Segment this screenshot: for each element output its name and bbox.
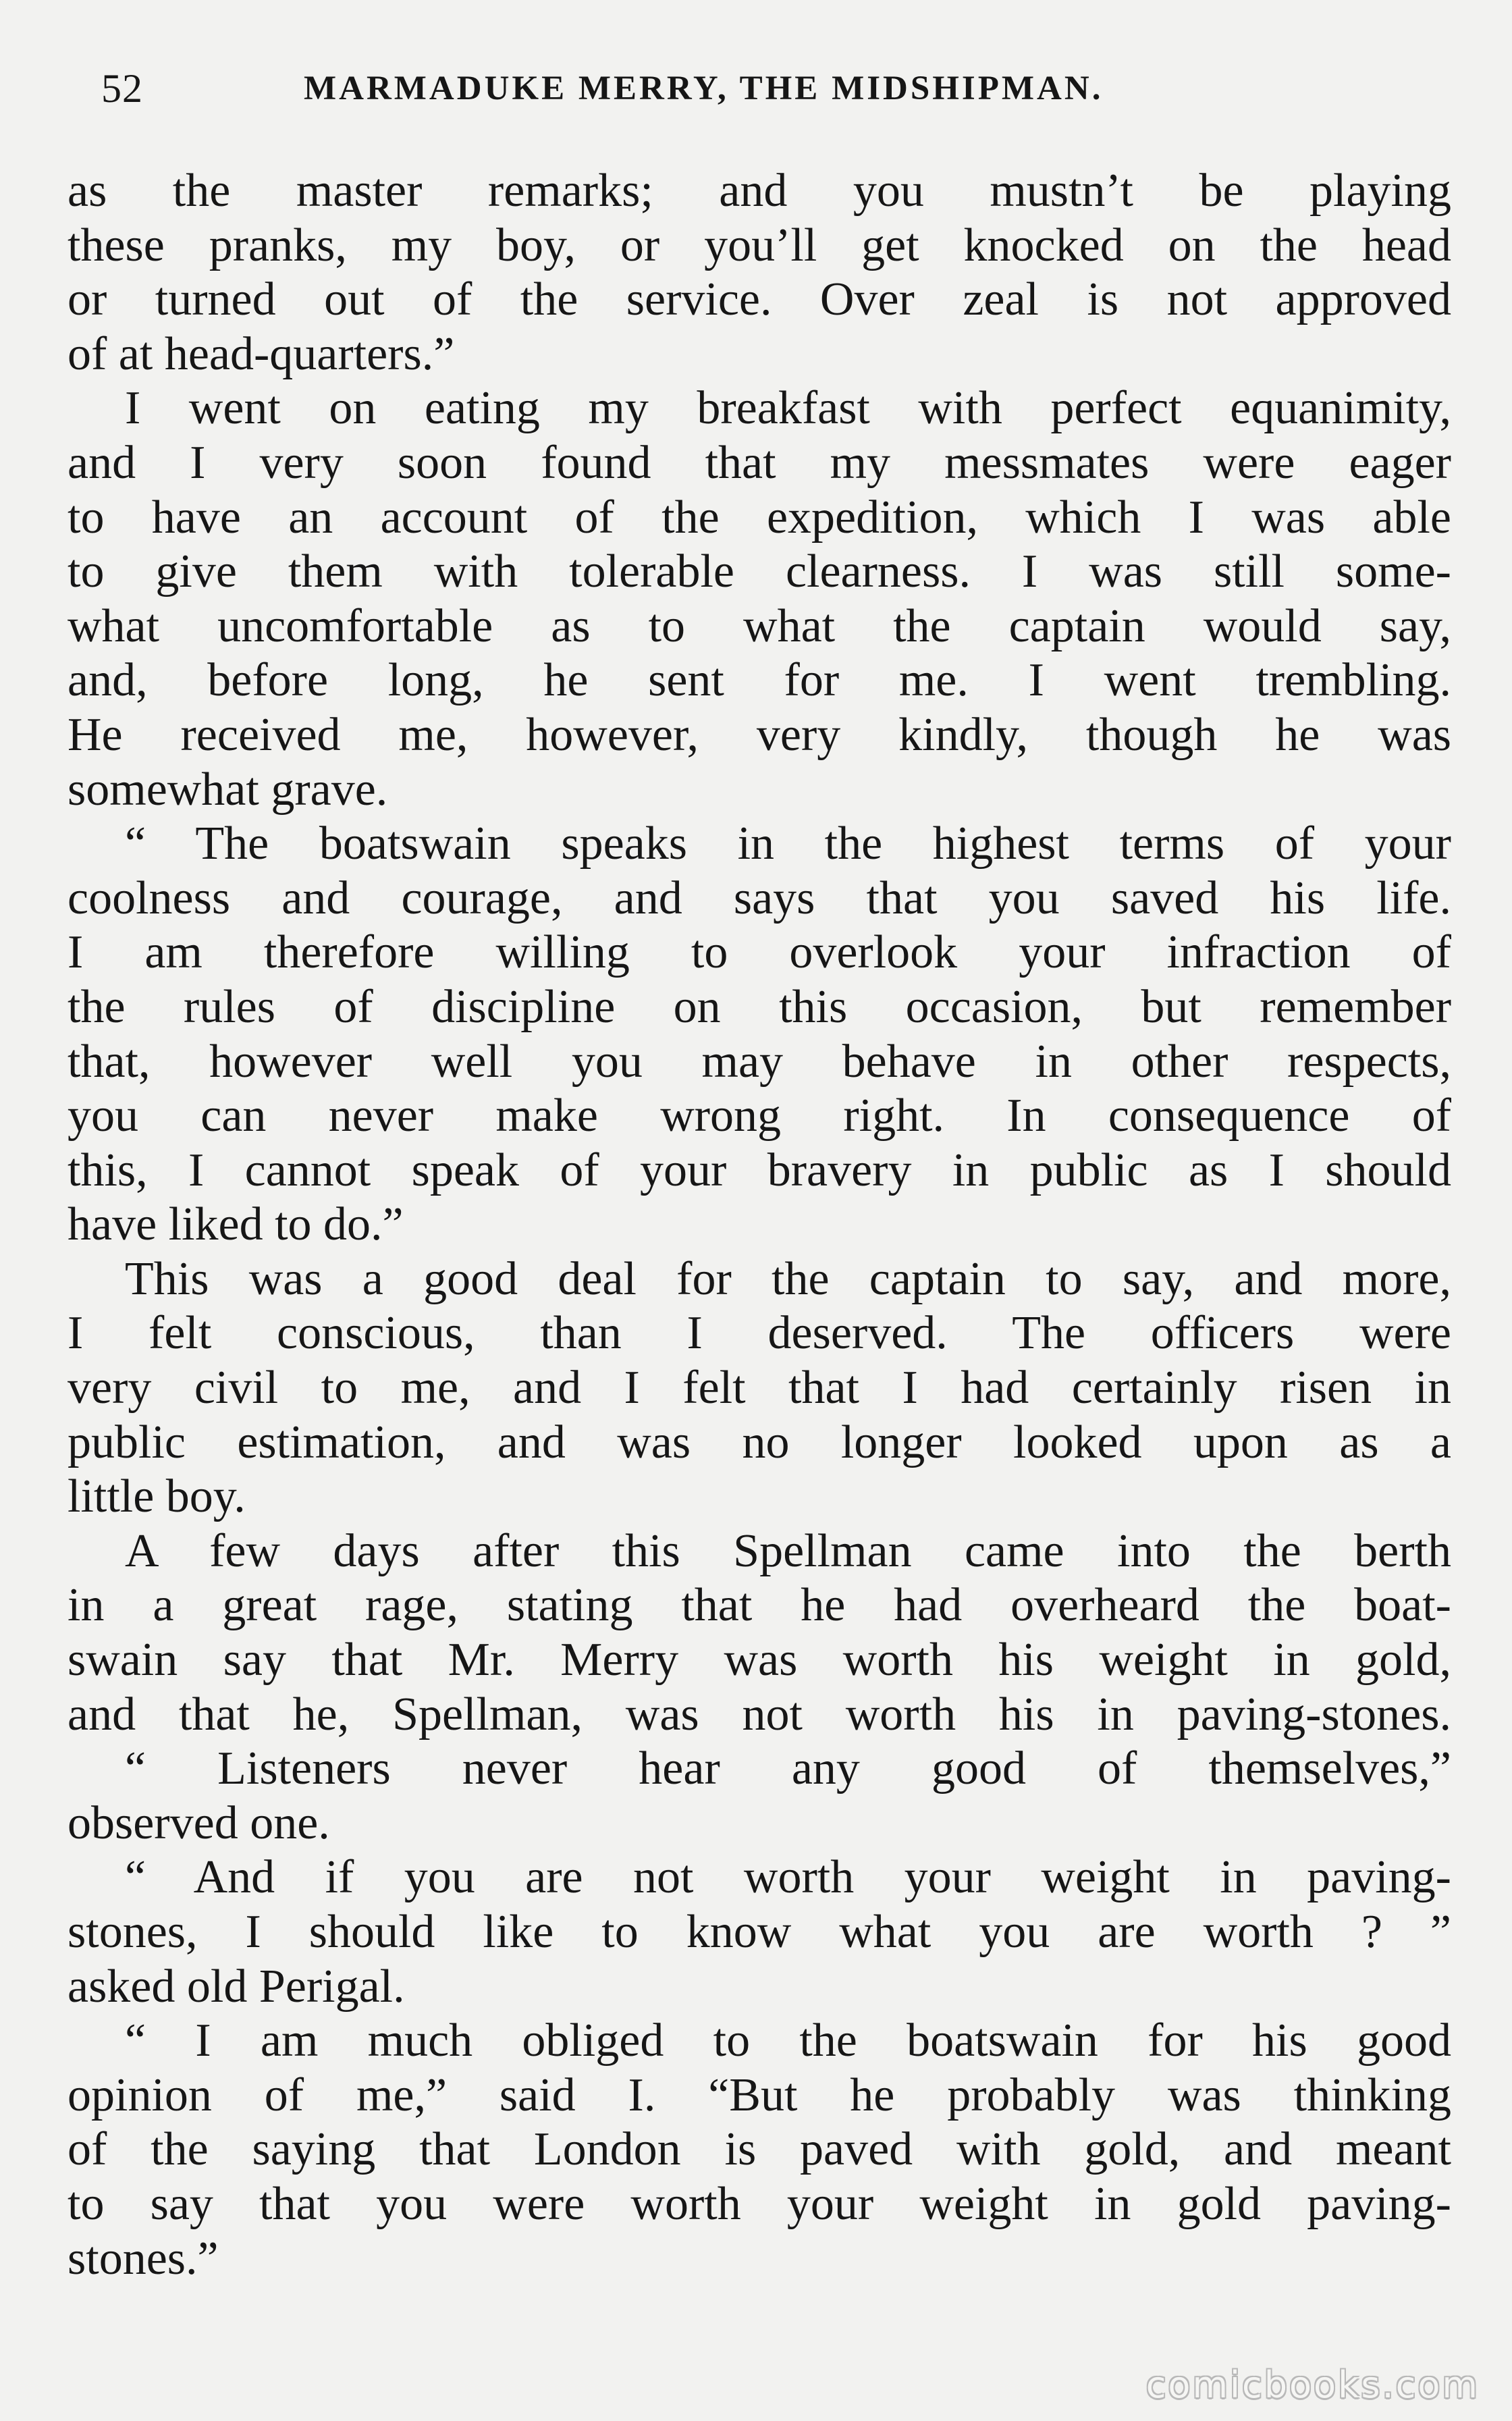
page-number: 52 [101,66,143,111]
text-line: that, however well you may behave in other respects, [68,1035,1451,1088]
text-line: you can never make wrong right. In consequence of [68,1090,1451,1142]
text-line: to say that you were worth your weight in gold paving- [68,2177,1451,2230]
text-line: the rules of discipline on this occasion, but remember [68,980,1451,1033]
text-line: stones.” [68,2232,219,2285]
text-line: “ And if you are not worth your weight in paving- [125,1851,1451,1904]
text-line: I felt conscious, than I deserved. The officers were [68,1307,1451,1360]
text-line: A few days after this Spellman came into the berth [125,1524,1451,1577]
text-line: this, I cannot speak of your bravery in public as I should [68,1144,1451,1196]
running-title: MARMADUKE MERRY, THE MIDSHIPMAN. [304,70,1104,107]
text-line: “ The boatswain speaks in the highest terms of your [125,818,1451,870]
text-line: This was a good deal for the captain to say, and more, [125,1252,1451,1305]
text-line: swain say that Mr. Merry was worth his weight in gold, [68,1634,1451,1686]
text-line: public estimation, and was no longer looked upon as a [68,1416,1451,1468]
text-line: what uncomfortable as to what the captain would say, [68,600,1451,652]
text-line: in a great rage, stating that he had overheard the boat- [68,1579,1451,1632]
text-line: I am therefore willing to overlook your infraction of [68,926,1451,979]
text-line: these pranks, my boy, or you’ll get knocked on the head [68,219,1451,271]
text-line: coolness and courage, and says that you saved his life. [68,872,1451,924]
text-line: He received me, however, very kindly, though he was [68,708,1451,761]
text-line: to have an account of the expedition, which I was able [68,491,1451,543]
running-head [101,58,1249,119]
text-line: “ I am much obliged to the boatswain for his good [125,2015,1451,2067]
text-line: I went on eating my breakfast with perfect equanimity, [125,382,1451,435]
text-line: observed one. [68,1797,330,1849]
text-line: and, before long, he sent for me. I went trembling. [68,654,1451,707]
text-line: stones, I should like to know what you are worth ? ” [68,1906,1451,1958]
text-line: or turned out of the service. Over zeal is not approved [68,273,1451,326]
text-line: opinion of me,” said I. “But he probably was thinking [68,2069,1451,2121]
text-line: asked old Perigal. [68,1960,405,2013]
text-line: of at head-quarters.” [68,327,455,380]
text-line: and I very soon found that my messmates were eager [68,436,1451,489]
text-line: little boy. [68,1470,246,1523]
text-line: very civil to me, and I felt that I had certainly risen in [68,1362,1451,1414]
text-line: “ Listeners never hear any good of themselves,” [125,1742,1451,1795]
text-line: have liked to do.” [68,1198,404,1251]
text-line: and that he, Spellman, was not worth his in paving-stones. [68,1688,1451,1740]
text-line: to give them with tolerable clearness. I was still some- [68,546,1451,598]
text-line: as the master remarks; and you mustn’t be playing [68,165,1451,217]
text-line: somewhat grave. [68,763,388,816]
body-text [68,164,1451,2286]
watermark: comicbooks.com [1145,2364,1480,2406]
text-line: of the saying that London is paved with gold, and meant [68,2123,1451,2176]
